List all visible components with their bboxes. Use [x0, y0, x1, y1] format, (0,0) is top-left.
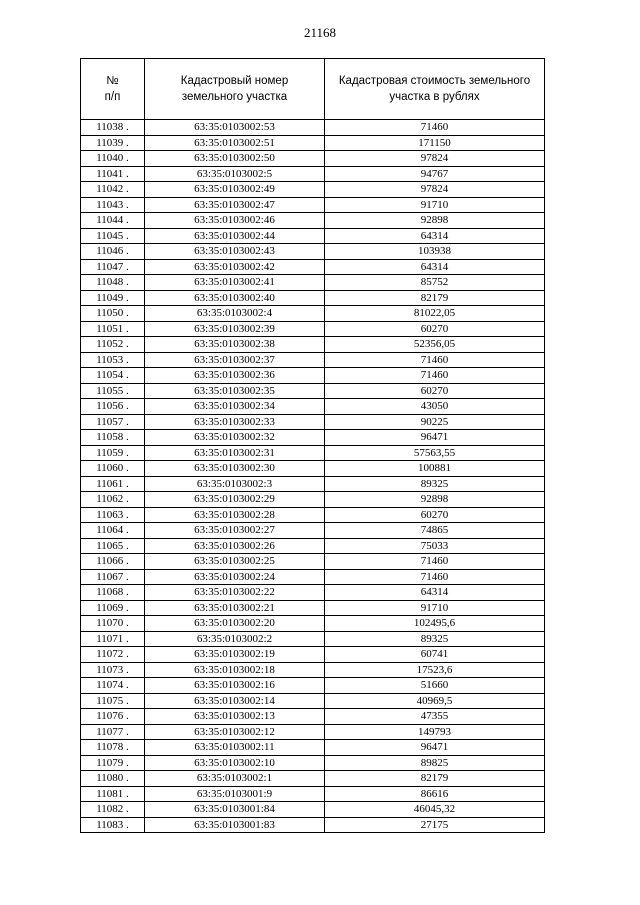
- row-number: 11081 .: [81, 786, 145, 802]
- table-row: [81, 337, 545, 353]
- row-cadastral-value: 89325: [325, 631, 545, 647]
- row-cadastral-value: 90225: [325, 414, 545, 430]
- row-cadastral-number: 63:35:0103002:53: [145, 120, 325, 136]
- row-cadastral-value: 17523,6: [325, 662, 545, 678]
- table-row: [81, 244, 545, 260]
- row-cadastral-number: 63:35:0103002:28: [145, 507, 325, 523]
- row-cadastral-number: 63:35:0103002:10: [145, 755, 325, 771]
- row-cadastral-value: 89325: [325, 476, 545, 492]
- row-number: 11070 .: [81, 616, 145, 632]
- row-cadastral-number: 63:35:0103002:32: [145, 430, 325, 446]
- row-cadastral-value: 60741: [325, 647, 545, 663]
- row-cadastral-value: 86616: [325, 786, 545, 802]
- row-number: 11049 .: [81, 290, 145, 306]
- row-number: 11078 .: [81, 740, 145, 756]
- row-number: 11068 .: [81, 585, 145, 601]
- row-cadastral-number: 63:35:0103002:35: [145, 383, 325, 399]
- page-number: 21168: [303, 25, 337, 40]
- row-cadastral-value: 94767: [325, 166, 545, 182]
- row-number: 11059 .: [81, 445, 145, 461]
- row-cadastral-number: 63:35:0103002:34: [145, 399, 325, 415]
- table-row: [81, 306, 545, 322]
- table-body: [81, 120, 545, 833]
- row-number: 11080 .: [81, 771, 145, 787]
- row-number: 11057 .: [81, 414, 145, 430]
- table-row: [81, 755, 545, 771]
- row-cadastral-value: 82179: [325, 771, 545, 787]
- row-number: 11064 .: [81, 523, 145, 539]
- row-cadastral-number: 63:35:0103002:38: [145, 337, 325, 353]
- row-cadastral-value: 71460: [325, 120, 545, 136]
- table-row: [81, 554, 545, 570]
- row-number: 11055 .: [81, 383, 145, 399]
- table-row: [81, 678, 545, 694]
- row-cadastral-value: 47355: [325, 709, 545, 725]
- row-number: 11047 .: [81, 259, 145, 275]
- row-cadastral-number: 63:35:0103002:33: [145, 414, 325, 430]
- table-row: [81, 430, 545, 446]
- row-number: 11074 .: [81, 678, 145, 694]
- row-cadastral-value: 60270: [325, 321, 545, 337]
- table-row: [81, 523, 545, 539]
- row-cadastral-value: 64314: [325, 585, 545, 601]
- row-number: 11079 .: [81, 755, 145, 771]
- row-number: 11069 .: [81, 600, 145, 616]
- table-row: [81, 709, 545, 725]
- table-row: [81, 352, 545, 368]
- row-cadastral-number: 63:35:0103002:29: [145, 492, 325, 508]
- table-row: [81, 585, 545, 601]
- row-cadastral-number: 63:35:0103002:37: [145, 352, 325, 368]
- header-cadastral-value: Кадастровая стоимость земельного участка в рублях: [325, 59, 545, 120]
- row-cadastral-number: 63:35:0103002:47: [145, 197, 325, 213]
- row-cadastral-number: 63:35:0103002:12: [145, 724, 325, 740]
- row-cadastral-value: 74865: [325, 523, 545, 539]
- table-row: [81, 166, 545, 182]
- row-cadastral-number: 63:35:0103002:20: [145, 616, 325, 632]
- table-row: [81, 786, 545, 802]
- row-cadastral-value: 100881: [325, 461, 545, 477]
- row-cadastral-value: 97824: [325, 182, 545, 198]
- row-cadastral-number: 63:35:0103002:51: [145, 135, 325, 151]
- row-number: 11072 .: [81, 647, 145, 663]
- row-cadastral-number: 63:35:0103001:84: [145, 802, 325, 818]
- row-cadastral-value: 96471: [325, 740, 545, 756]
- table-row: [81, 647, 545, 663]
- table-row: [81, 693, 545, 709]
- row-number: 11039 .: [81, 135, 145, 151]
- row-cadastral-value: 71460: [325, 368, 545, 384]
- table-row: [81, 492, 545, 508]
- row-cadastral-value: 89825: [325, 755, 545, 771]
- table-row: [81, 616, 545, 632]
- row-number: 11065 .: [81, 538, 145, 554]
- row-cadastral-number: 63:35:0103001:9: [145, 786, 325, 802]
- row-cadastral-number: 63:35:0103002:1: [145, 771, 325, 787]
- row-cadastral-number: 63:35:0103002:25: [145, 554, 325, 570]
- table-row: [81, 399, 545, 415]
- row-cadastral-number: 63:35:0103002:44: [145, 228, 325, 244]
- row-cadastral-number: 63:35:0103002:31: [145, 445, 325, 461]
- table-row: [81, 135, 545, 151]
- row-number: 11042 .: [81, 182, 145, 198]
- table-row: [81, 507, 545, 523]
- table-row: [81, 631, 545, 647]
- row-number: 11058 .: [81, 430, 145, 446]
- row-cadastral-number: 63:35:0103002:18: [145, 662, 325, 678]
- row-cadastral-number: 63:35:0103002:5: [145, 166, 325, 182]
- row-cadastral-value: 92898: [325, 492, 545, 508]
- row-cadastral-value: 85752: [325, 275, 545, 291]
- row-cadastral-number: 63:35:0103002:41: [145, 275, 325, 291]
- table-row: [81, 476, 545, 492]
- row-number: 11083 .: [81, 817, 145, 833]
- row-cadastral-number: 63:35:0103002:16: [145, 678, 325, 694]
- row-number: 11076 .: [81, 709, 145, 725]
- cadastral-table: [80, 58, 545, 833]
- row-cadastral-number: 63:35:0103002:42: [145, 259, 325, 275]
- row-cadastral-value: 40969,5: [325, 693, 545, 709]
- row-cadastral-value: 97824: [325, 151, 545, 167]
- header-number: № п/п: [81, 59, 145, 120]
- table-row: [81, 461, 545, 477]
- row-number: 11056 .: [81, 399, 145, 415]
- table-row: [81, 817, 545, 833]
- row-cadastral-value: 103938: [325, 244, 545, 260]
- table-row: [81, 740, 545, 756]
- row-cadastral-value: 81022,05: [325, 306, 545, 322]
- row-cadastral-value: 82179: [325, 290, 545, 306]
- row-cadastral-number: 63:35:0103002:46: [145, 213, 325, 229]
- table-row: [81, 228, 545, 244]
- table-row: [81, 120, 545, 136]
- table-row: [81, 182, 545, 198]
- table-row: [81, 259, 545, 275]
- row-cadastral-number: 63:35:0103002:50: [145, 151, 325, 167]
- row-cadastral-value: 71460: [325, 352, 545, 368]
- row-number: 11062 .: [81, 492, 145, 508]
- row-number: 11046 .: [81, 244, 145, 260]
- row-number: 11060 .: [81, 461, 145, 477]
- table-row: [81, 321, 545, 337]
- row-cadastral-value: 71460: [325, 569, 545, 585]
- row-cadastral-number: 63:35:0103002:30: [145, 461, 325, 477]
- row-cadastral-value: 52356,05: [325, 337, 545, 353]
- row-cadastral-number: 63:35:0103002:19: [145, 647, 325, 663]
- table-row: [81, 275, 545, 291]
- row-cadastral-value: 51660: [325, 678, 545, 694]
- row-number: 11067 .: [81, 569, 145, 585]
- table-header: [81, 59, 545, 120]
- row-number: 11066 .: [81, 554, 145, 570]
- table-row: [81, 151, 545, 167]
- row-number: 11071 .: [81, 631, 145, 647]
- row-cadastral-number: 63:35:0103002:27: [145, 523, 325, 539]
- table-row: [81, 383, 545, 399]
- table-row: [81, 771, 545, 787]
- row-number: 11073 .: [81, 662, 145, 678]
- row-cadastral-number: 63:35:0103002:11: [145, 740, 325, 756]
- row-cadastral-value: 91710: [325, 197, 545, 213]
- row-cadastral-value: 96471: [325, 430, 545, 446]
- row-number: 11053 .: [81, 352, 145, 368]
- row-cadastral-number: 63:35:0103002:13: [145, 709, 325, 725]
- table-row: [81, 662, 545, 678]
- row-cadastral-number: 63:35:0103002:24: [145, 569, 325, 585]
- row-cadastral-value: 102495,6: [325, 616, 545, 632]
- row-cadastral-number: 63:35:0103002:49: [145, 182, 325, 198]
- row-number: 11063 .: [81, 507, 145, 523]
- row-cadastral-value: 71460: [325, 554, 545, 570]
- row-number: 11077 .: [81, 724, 145, 740]
- row-cadastral-value: 91710: [325, 600, 545, 616]
- table-row: [81, 600, 545, 616]
- table-row: [81, 213, 545, 229]
- row-cadastral-value: 27175: [325, 817, 545, 833]
- row-cadastral-value: 171150: [325, 135, 545, 151]
- row-number: 11038 .: [81, 120, 145, 136]
- row-cadastral-number: 63:35:0103002:36: [145, 368, 325, 384]
- row-cadastral-number: 63:35:0103001:83: [145, 817, 325, 833]
- row-cadastral-value: 43050: [325, 399, 545, 415]
- row-number: 11054 .: [81, 368, 145, 384]
- row-number: 11075 .: [81, 693, 145, 709]
- row-number: 11040 .: [81, 151, 145, 167]
- row-number: 11043 .: [81, 197, 145, 213]
- row-cadastral-number: 63:35:0103002:39: [145, 321, 325, 337]
- table-row: [81, 724, 545, 740]
- row-cadastral-number: 63:35:0103002:22: [145, 585, 325, 601]
- table-row: [81, 290, 545, 306]
- table-row: [81, 414, 545, 430]
- row-number: 11082 .: [81, 802, 145, 818]
- header-row: [81, 59, 545, 120]
- table-row: [81, 538, 545, 554]
- row-cadastral-number: 63:35:0103002:4: [145, 306, 325, 322]
- row-cadastral-number: 63:35:0103002:14: [145, 693, 325, 709]
- table-row: [81, 368, 545, 384]
- row-cadastral-number: 63:35:0103002:26: [145, 538, 325, 554]
- row-cadastral-value: 92898: [325, 213, 545, 229]
- row-cadastral-value: 60270: [325, 383, 545, 399]
- table-row: [81, 445, 545, 461]
- table-row: [81, 197, 545, 213]
- row-number: 11061 .: [81, 476, 145, 492]
- row-cadastral-value: 149793: [325, 724, 545, 740]
- row-cadastral-value: 64314: [325, 228, 545, 244]
- row-number: 11052 .: [81, 337, 145, 353]
- row-cadastral-number: 63:35:0103002:3: [145, 476, 325, 492]
- row-number: 11045 .: [81, 228, 145, 244]
- row-cadastral-number: 63:35:0103002:40: [145, 290, 325, 306]
- row-cadastral-number: 63:35:0103002:21: [145, 600, 325, 616]
- row-cadastral-value: 60270: [325, 507, 545, 523]
- row-number: 11044 .: [81, 213, 145, 229]
- table-row: [81, 569, 545, 585]
- row-number: 11050 .: [81, 306, 145, 322]
- row-number: 11041 .: [81, 166, 145, 182]
- row-cadastral-value: 46045,32: [325, 802, 545, 818]
- table-row: [81, 802, 545, 818]
- row-number: 11051 .: [81, 321, 145, 337]
- row-cadastral-number: 63:35:0103002:43: [145, 244, 325, 260]
- row-cadastral-number: 63:35:0103002:2: [145, 631, 325, 647]
- row-cadastral-value: 75033: [325, 538, 545, 554]
- row-number: 11048 .: [81, 275, 145, 291]
- row-cadastral-value: 64314: [325, 259, 545, 275]
- header-cadastral-number: Кадастровый номер земельного участка: [145, 59, 325, 120]
- row-cadastral-value: 57563,55: [325, 445, 545, 461]
